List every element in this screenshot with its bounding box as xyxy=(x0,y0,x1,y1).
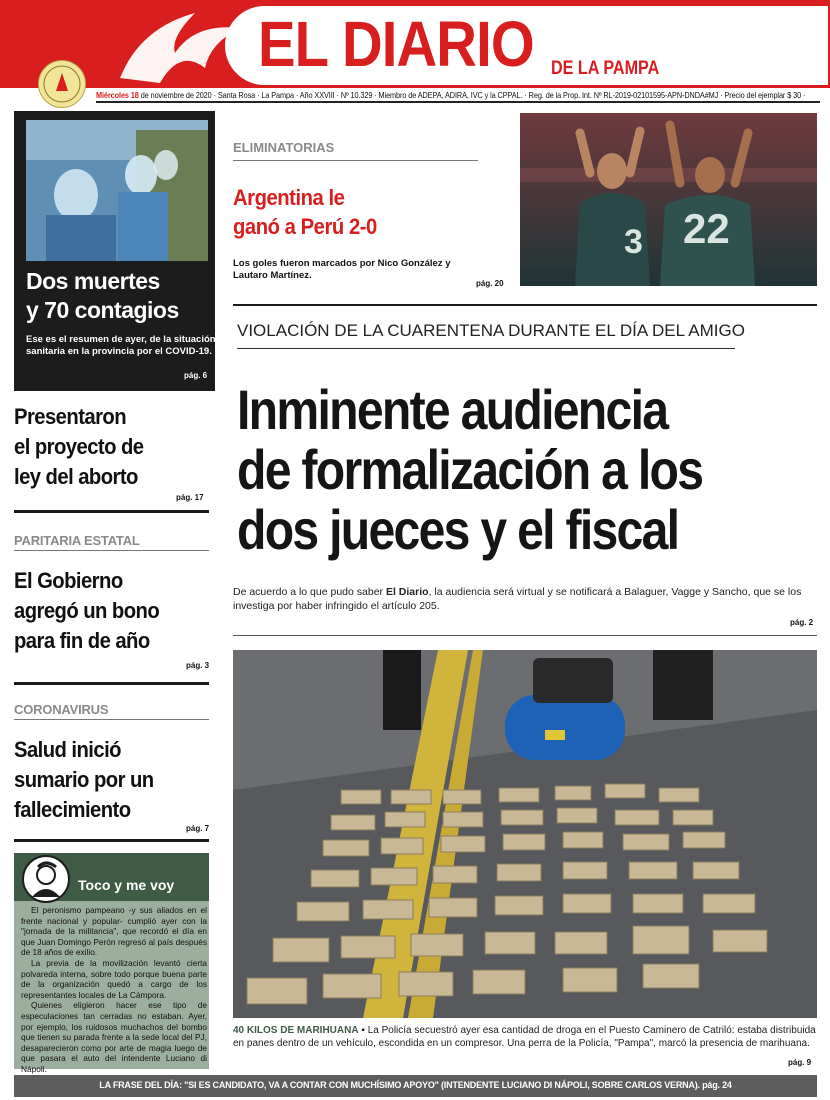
section-label-rule xyxy=(233,160,478,161)
covid-photo xyxy=(26,120,208,261)
argentina-headline[interactable] xyxy=(233,183,481,241)
coronavirus-section-label: CORONAVIRUS xyxy=(14,702,109,717)
deck-newspaper-name: El Diario xyxy=(385,586,429,598)
top-rule xyxy=(96,101,820,103)
section-divider xyxy=(14,510,209,513)
seized-marijuana-photo xyxy=(233,650,817,1018)
main-headline-line: dos jueces y el fiscal xyxy=(237,498,679,561)
covid-headline-line: Dos muertes xyxy=(26,268,160,294)
toco-y-me-voy-column[interactable] xyxy=(14,853,209,1074)
main-deck xyxy=(233,585,818,613)
newspaper-title: EL DIARIO xyxy=(258,8,534,80)
argentina-headline-line: Argentina le xyxy=(233,185,345,210)
salud-headline-line: fallecimiento xyxy=(14,797,131,822)
main-headline-line: Inminente audiencia xyxy=(237,378,668,441)
argentina-page-ref: pág. 20 xyxy=(476,279,504,288)
eliminatorias-section-label: ELIMINATORIAS xyxy=(233,140,335,155)
aborto-headline-line: ley del aborto xyxy=(14,464,138,489)
toco-title: Toco y me voy xyxy=(78,877,175,893)
covid-summary: Ese es el resumen de ayer, de la situación sanitaria en la provincia por el COVID-19. xyxy=(26,334,216,357)
toco-header xyxy=(14,853,209,901)
quote-of-the-day-bar xyxy=(14,1075,817,1097)
section-divider xyxy=(14,839,209,842)
caption-marker: ▪ xyxy=(358,1025,368,1036)
section-divider xyxy=(233,304,817,306)
caption-lead: 40 KILOS DE MARIHUANA xyxy=(233,1025,359,1036)
columnist-caricature-icon xyxy=(22,855,70,903)
main-headline[interactable] xyxy=(237,380,753,560)
main-page-ref: pág. 2 xyxy=(790,618,814,627)
covid-headline-line: y 70 contagios xyxy=(26,297,179,323)
main-kicker: VIOLACIÓN DE LA CUARENTENA DURANTE EL DÍA DEL AMIGO xyxy=(237,321,745,340)
covid-headline xyxy=(26,267,216,325)
salud-headline[interactable] xyxy=(14,735,198,825)
jersey-number: 22 xyxy=(683,205,730,252)
argentina-headline-line: ganó a Perú 2-0 xyxy=(233,214,377,239)
toco-paragraph: Quienes eligieron hacer ese tipo de especulaciones tan cerradas no estaban. Ayer, por ejemplo, los ruidosos muchachos del bombo que tienen su parada frente a la sede local del PJ, desaparecieron como por arte de magia luego de que pasara el auto del intendente Luciano di Nápoli. xyxy=(21,1000,207,1074)
deck-text: De acuerdo a lo que pudo saber xyxy=(233,586,386,598)
salud-headline-line: Salud inició xyxy=(14,737,121,762)
dateline-details: de noviembre de 2020 · Santa Rosa · La Pampa · Año XXVIII · Nº 10.329 · Miembro de ADEPA, ADIRA, IVC y la CPPAL. · Reg. de la Prop. Int. Nº RL-2019-02101595-APN-DNDA#MJ · Precio del ejemplar $ 30 · xyxy=(138,90,806,100)
jersey-number: 3 xyxy=(624,223,643,261)
deck-rule xyxy=(233,635,817,636)
newspaper-subtitle: DE LA PAMPA xyxy=(551,58,660,79)
paritaria-section-label: PARITARIA ESTATAL xyxy=(14,533,140,548)
bono-headline-line: El Gobierno xyxy=(14,568,123,593)
main-headline-line: de formalización a los xyxy=(237,438,703,501)
argentina-summary: Los goles fueron marcados por Nico González y Lautaro Martínez. xyxy=(233,258,451,281)
bono-page-ref: pág. 3 xyxy=(186,661,210,670)
salud-page-ref: pág. 7 xyxy=(186,824,210,833)
aborto-page-ref: pág. 17 xyxy=(176,493,204,502)
caption-page-ref: pág. 9 xyxy=(788,1058,812,1067)
kicker-rule xyxy=(237,348,735,349)
aborto-headline-line: el proyecto de xyxy=(14,434,144,459)
aborto-headline[interactable] xyxy=(14,402,198,492)
covid-story-box[interactable] xyxy=(14,111,215,391)
aborto-headline-line: Presentaron xyxy=(14,404,127,429)
section-label-rule xyxy=(14,550,209,551)
toco-paragraph: El peronismo pampeano -y sus aliados en el frente nacional y popular- cumplió ayer con la "jornada de la militancia", que recordó el día en que Juan Domingo Perón regresó al país después de 18 años de exilio. xyxy=(21,905,207,958)
deck-text: , la audiencia será virtual y se notificará a Balaguer, Vagge y Sancho, que se los investiga por haber infringido el artículo 205. xyxy=(233,586,802,612)
bono-headline-line: para fin de año xyxy=(14,628,150,653)
photo-caption xyxy=(233,1024,818,1050)
toco-body xyxy=(21,905,207,1075)
dateline xyxy=(96,90,806,100)
dateline-day: Miércoles 18 xyxy=(96,90,139,100)
quote-of-the-day-text: LA FRASE DEL DÍA: "SI ES CANDIDATO, VA A CONTAR CON MUCHÍSIMO APOYO" (INTENDENTE LUCIANO DI NÁPOLI, SOBRE CARLOS VERNA). pág. 24 xyxy=(99,1080,732,1090)
covid-page-ref: pág. 6 xyxy=(184,371,208,380)
anniversary-seal-icon xyxy=(38,60,86,108)
salud-headline-line: sumario por un xyxy=(14,767,154,792)
masthead xyxy=(0,0,830,88)
caption-text: La Policía secuestró ayer esa cantidad de droga en el Puesto Caminero de Catriló: estaba distribuida en panes dentro de un vehículo, escondida en un compresor. Una perra de la Policía, "Pampa", marcó la presencia de marihuana. xyxy=(233,1025,816,1049)
bono-headline[interactable] xyxy=(14,566,198,656)
bono-headline-line: agregó un bono xyxy=(14,598,160,623)
section-label-rule xyxy=(14,719,209,720)
toco-paragraph: La previa de la movilización levantó cierta polvareda interna, sobre todo porque buena parte de la organización quedó a cargo de los representantes locales de La Cámpora. xyxy=(21,957,207,1000)
section-divider xyxy=(14,682,209,685)
football-celebration-photo xyxy=(520,113,817,286)
